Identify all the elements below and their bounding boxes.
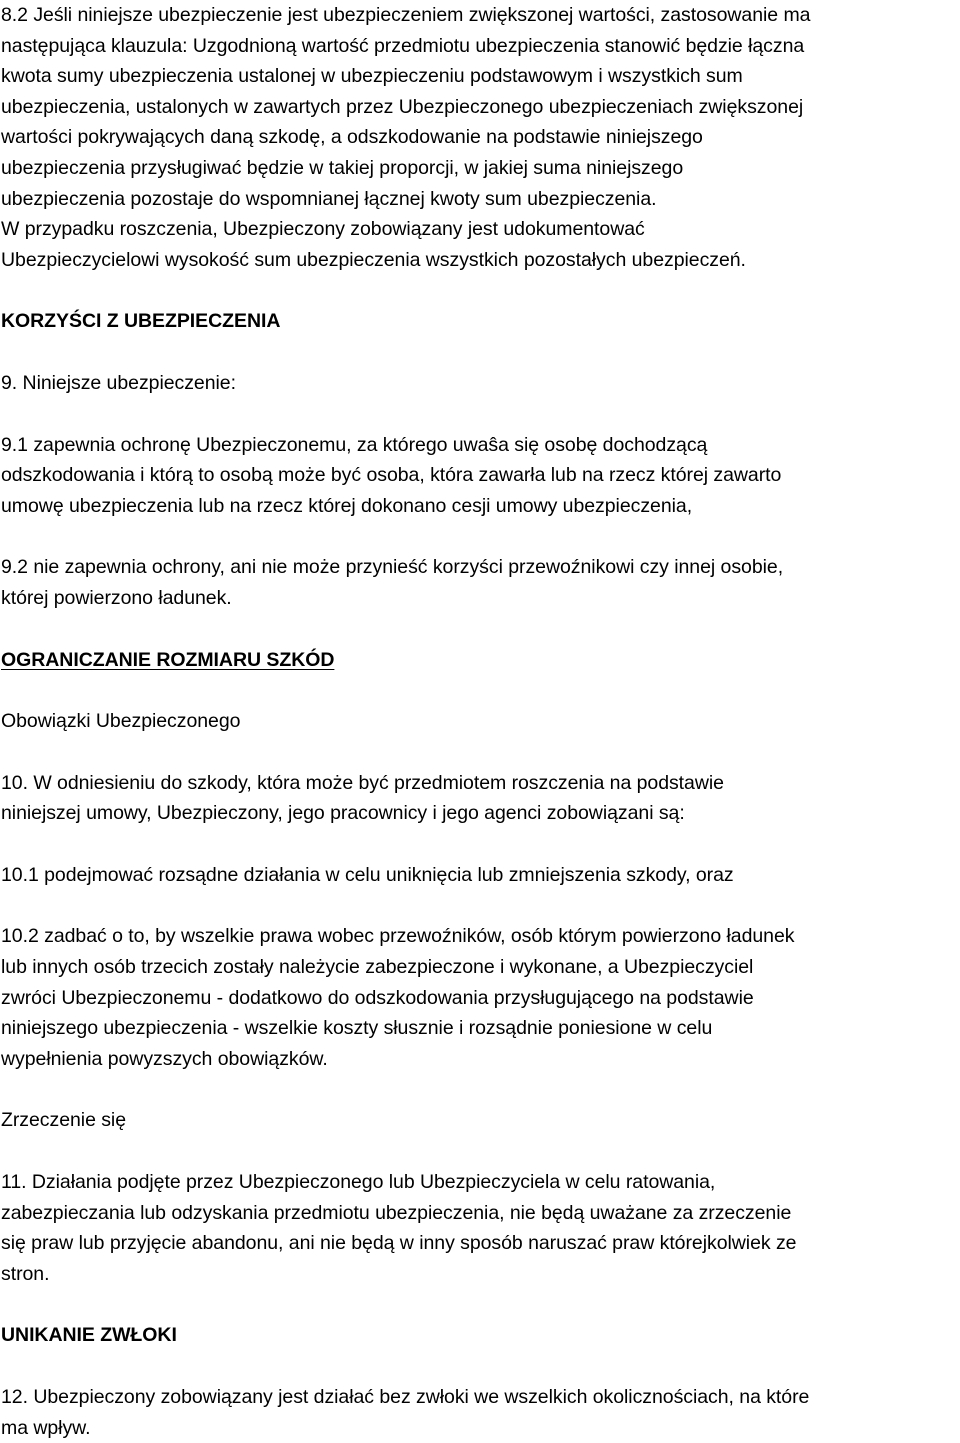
paragraph-9-2 bbox=[1, 552, 959, 613]
paragraph-11 bbox=[1, 1167, 959, 1289]
text-line: ma wpływ. bbox=[1, 1416, 91, 1439]
subheading-zrzeczenie: Zrzeczenie się bbox=[1, 1109, 127, 1132]
text-line: 9.2 nie zapewnia ochrony, ani nie może przynieść korzyści przewoźnikowi czy innej osobie, bbox=[1, 556, 784, 579]
subheading-obowiazki: Obowiązki Ubezpieczonego bbox=[1, 710, 241, 733]
section-heading-korzysci: KORZYŚCI Z UBEZPIECZENIA bbox=[1, 310, 281, 333]
section-heading-ograniczanie: OGRANICZANIE ROZMIARU SZKÓD bbox=[1, 648, 335, 671]
paragraph-12 bbox=[1, 1382, 959, 1443]
text-line: ubezpieczenia przysługiwać będzie w takiej proporcji, w jakiej suma niniejszego bbox=[1, 156, 684, 179]
text-line: W przypadku roszczenia, Ubezpieczony zobowiązany jest udokumentować bbox=[1, 218, 645, 241]
paragraph-10-1: 10.1 podejmować rozsądne działania w celu uniknięcia lub zmniejszenia szkody, oraz bbox=[1, 863, 734, 886]
text-line: odszkodowania i którą to osobą może być osoba, która zawarła lub na rzecz której zawarto bbox=[1, 464, 782, 487]
text-line: kwota sumy ubezpieczenia ustalonej w ubezpieczeniu podstawowym i wszystkich sum bbox=[1, 65, 743, 88]
text-line: ubezpieczenia pozostaje do wspomnianej łącznej kwoty sum ubezpieczenia. bbox=[1, 187, 657, 210]
text-line: się praw lub przyjęcie abandonu, ani nie będą w inny sposób naruszać praw którejkolwiek ze bbox=[1, 1232, 797, 1255]
text-line: niniejszej umowy, Ubezpieczony, jego pracownicy i jego agenci zobowiązani są: bbox=[1, 802, 685, 825]
text-line: niniejszego ubezpieczenia - wszelkie koszty słusznie i rozsądnie poniesione w celu bbox=[1, 1017, 713, 1040]
text-line: Ubezpieczycielowi wysokość sum ubezpieczenia wszystkich pozostałych ubezpieczeń. bbox=[1, 248, 746, 271]
text-line: wartości pokrywających daną szkodę, a odszkodowanie na podstawie niniejszego bbox=[1, 126, 703, 149]
text-line: stron. bbox=[1, 1262, 50, 1285]
text-line: następująca klauzula: Uzgodnioną wartość przedmiotu ubezpieczenia stanowić będzie łączna bbox=[1, 34, 805, 57]
text-line: 10.2 zadbać o to, by wszelkie prawa wobec przewoźników, osób którym powierzono ładunek bbox=[1, 925, 795, 948]
paragraph-10-2 bbox=[1, 921, 959, 1074]
paragraph-10 bbox=[1, 768, 959, 829]
text-line: umowę ubezpieczenia lub na rzecz której dokonano cesji umowy ubezpieczenia, bbox=[1, 494, 693, 517]
text-line: lub innych osób trzecich zostały należycie zabezpieczone i wykonane, a Ubezpieczyciel bbox=[1, 956, 754, 979]
text-line: zabezpieczania lub odzyskania przedmiotu ubezpieczenia, nie będą uważane za zrzeczenie bbox=[1, 1201, 792, 1224]
text-line: której powierzono ładunek. bbox=[1, 586, 232, 609]
paragraph-8-2 bbox=[1, 0, 959, 275]
paragraph-9-1 bbox=[1, 430, 959, 522]
text-line: 10. W odniesieniu do szkody, która może być przedmiotem roszczenia na podstawie bbox=[1, 771, 724, 794]
section-heading-unikanie: UNIKANIE ZWŁOKI bbox=[1, 1324, 177, 1347]
text-line: 12. Ubezpieczony zobowiązany jest działać bez zwłoki we wszelkich okolicznościach, na które bbox=[1, 1386, 810, 1408]
text-line: ubezpieczenia, ustalonych w zawartych przez Ubezpieczonego ubezpieczeniach zwiększonej bbox=[1, 95, 804, 118]
text-line: zwróci Ubezpieczonemu - dodatkowo do odszkodowania przysługującego na podstawie bbox=[1, 986, 754, 1009]
text-line: 11. Działania podjęte przez Ubezpieczonego lub Ubezpieczyciela w celu ratowania, bbox=[1, 1171, 716, 1194]
text-line: 8.2 Jeśli niniejsze ubezpieczenie jest ubezpieczeniem zwiększonej wartości, zastosowanie ma bbox=[1, 4, 811, 26]
text-line: 9.1 zapewnia ochronę Ubezpieczonemu, za którego uwaŝa się osobę dochodzącą bbox=[1, 433, 708, 456]
paragraph-9: 9. Niniejsze ubezpieczenie: bbox=[1, 371, 236, 394]
text-line: wypełnienia powyzszych obowiązków. bbox=[1, 1047, 328, 1070]
